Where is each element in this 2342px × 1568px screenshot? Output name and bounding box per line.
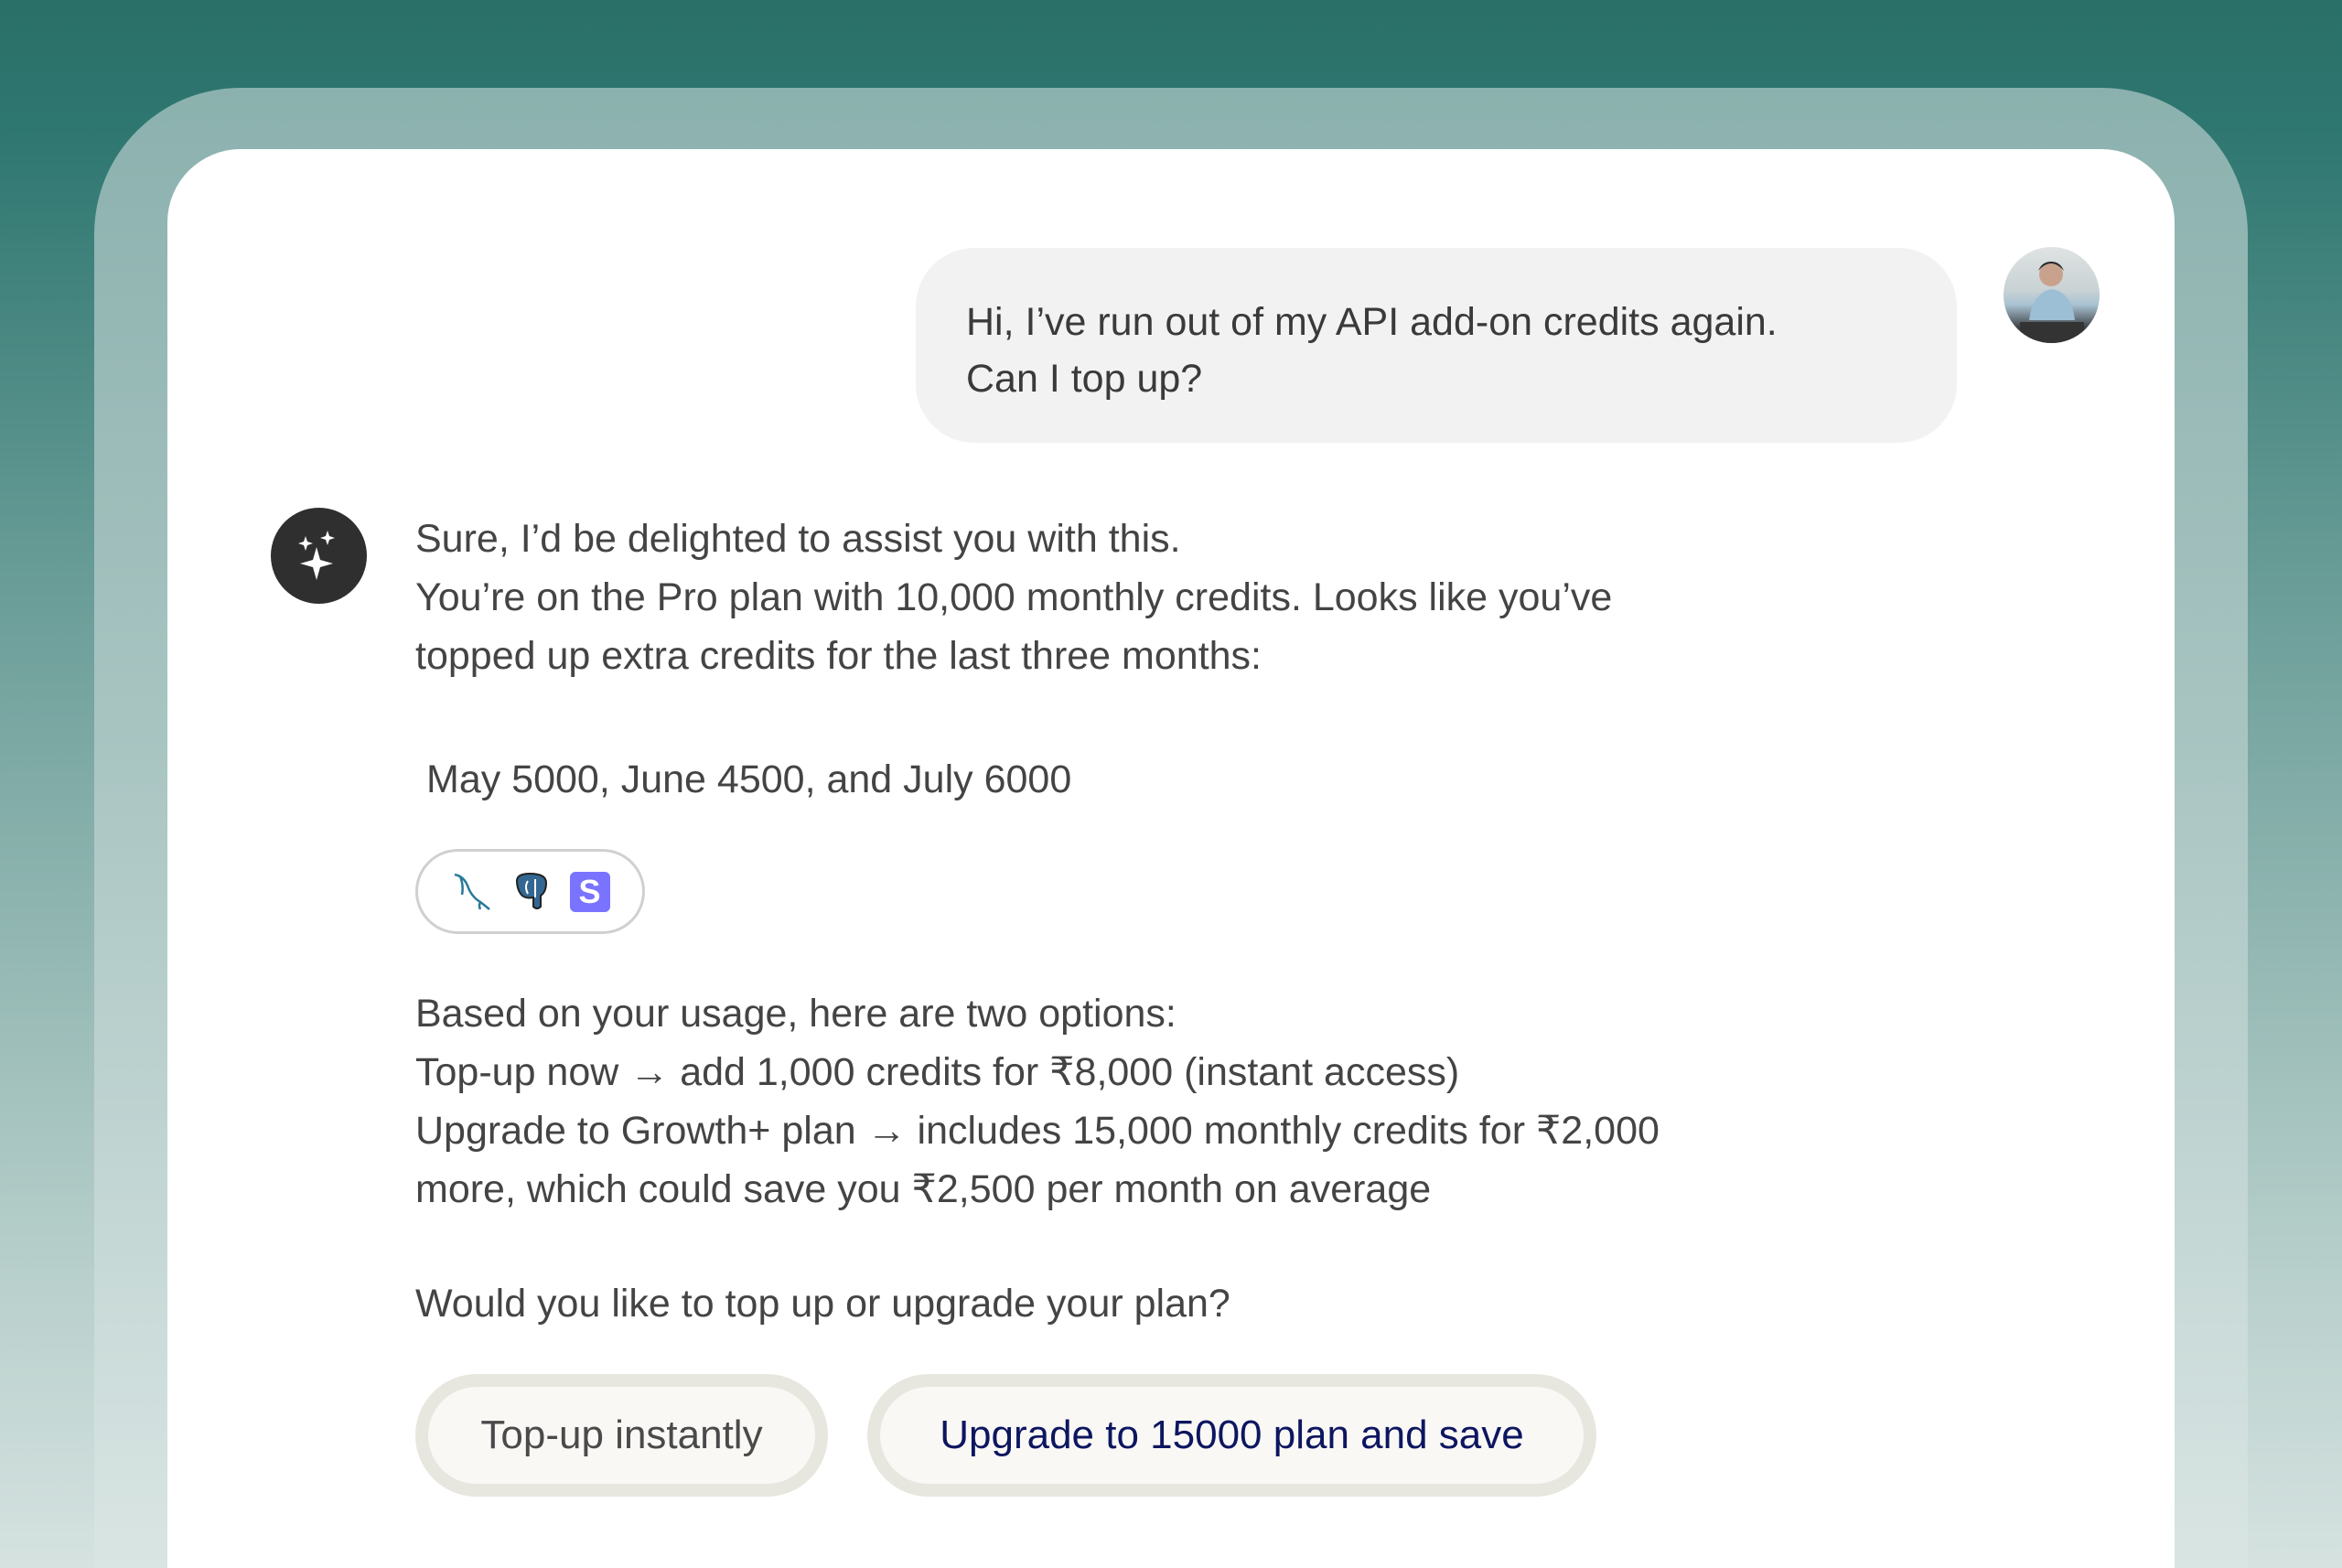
user-avatar — [2004, 247, 2100, 343]
text-line: Based on your usage, here are two options: — [415, 992, 1176, 1036]
upgrade-plan-button[interactable] — [867, 1374, 1596, 1497]
text-line: more, which could save you ₹2,500 per month on average — [415, 1167, 1432, 1211]
integrations-pill[interactable] — [415, 849, 645, 934]
text-line: topped up extra credits for the last three months: — [415, 634, 1262, 678]
question-text: Would you like to top up or upgrade your plan? — [415, 1282, 1230, 1326]
topup-history: May 5000, June 4500, and July 6000 — [426, 757, 1072, 801]
assistant-sparkle-icon — [271, 508, 367, 604]
assistant-intro — [415, 510, 1612, 685]
user-message-line: Can I top up? — [966, 357, 1203, 401]
mysql-icon — [451, 871, 493, 913]
topup-label: Top-up instantly — [428, 1387, 815, 1484]
user-message-line: Hi, I’ve run out of my API add-on credits again. — [966, 300, 1778, 344]
options-text — [415, 984, 1660, 1219]
text-line: You’re on the Pro plan with 10,000 monthly credits. Looks like you’ve — [415, 575, 1613, 619]
stripe-icon: S — [570, 872, 610, 912]
text-line: Top-up now → add 1,000 credits for ₹8,000 (instant access) — [415, 1050, 1460, 1094]
topup-instantly-button[interactable] — [415, 1374, 828, 1497]
text-line: Upgrade to Growth+ plan → includes 15,000 monthly credits for ₹2,000 — [415, 1109, 1660, 1153]
text-line: Sure, I’d be delighted to assist you with this. — [415, 517, 1181, 561]
user-message-bubble — [916, 248, 1957, 443]
upgrade-label: Upgrade to 15000 plan and save — [880, 1387, 1584, 1484]
postgresql-icon — [511, 872, 552, 912]
